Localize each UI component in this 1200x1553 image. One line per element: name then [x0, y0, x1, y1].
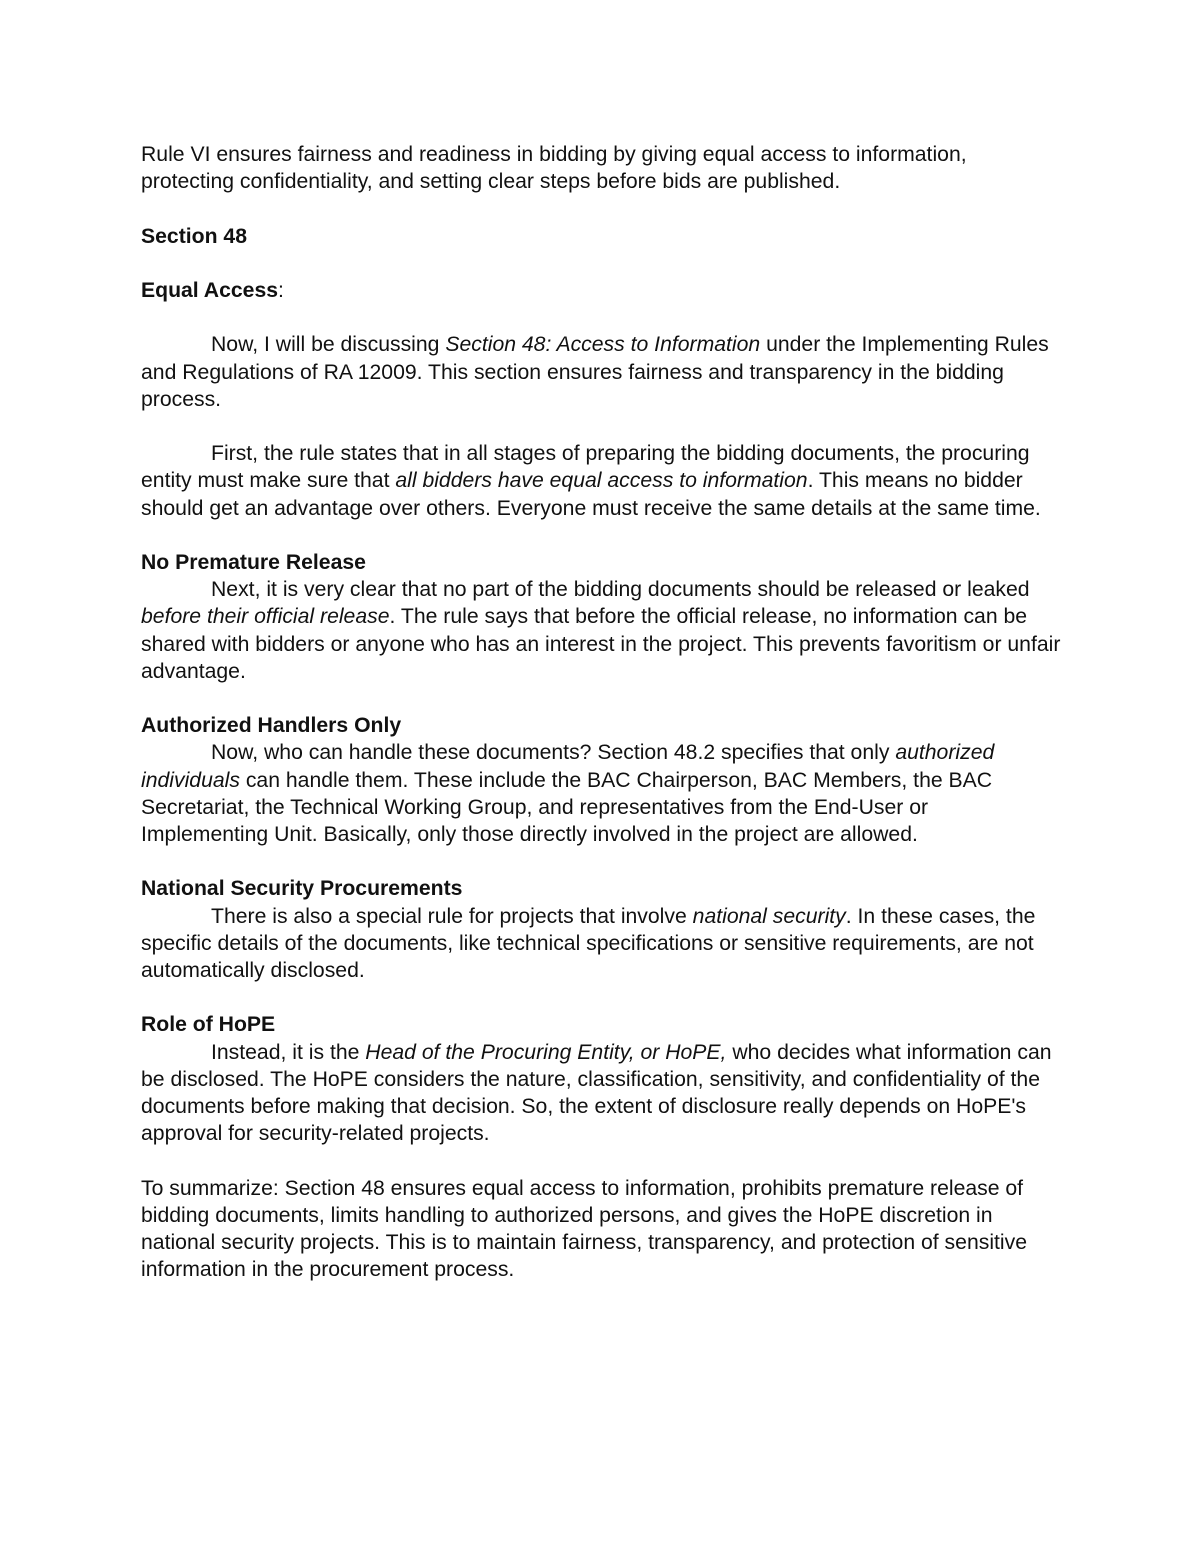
- italic-run: all bidders have equal access to information: [395, 469, 808, 493]
- text-run: Now, I will be discussing: [211, 333, 446, 357]
- italic-run: Head of the Procuring Entity, or HoPE,: [365, 1040, 727, 1064]
- premature-release-heading: No Premature Release: [141, 550, 366, 574]
- role-of-hope-heading: Role of HoPE: [141, 1013, 276, 1037]
- text-run: . This means no bidder should get an advantage over others. Everyone must receive the same details at the same time.: [141, 469, 1041, 520]
- equal-access-colon: :: [278, 278, 284, 302]
- role-of-hope-paragraph: [141, 1039, 1061, 1148]
- text-run: can handle them. These include the BAC Chairperson, BAC Members, the BAC Secretariat, the Technical Working Group, and representatives from the End-User or Implementing Unit. Basically, only those directly involved in the project are allowed.: [141, 768, 993, 846]
- italic-run: Section 48: Access to Information: [445, 333, 761, 357]
- equal-access-heading: Equal Access: [141, 278, 279, 302]
- text-run: Next, it is very clear that no part of the bidding documents should be released or leaked: [211, 578, 1030, 602]
- national-security-paragraph: [141, 903, 1061, 985]
- spacer: [141, 195, 1061, 222]
- italic-run: national security: [692, 904, 846, 928]
- intro-paragraph: Rule VI ensures fairness and readiness in bidding by giving equal access to information, protecting confidentiality, and setting clear steps before bids are published.: [141, 143, 967, 194]
- text-run: Instead, it is the: [211, 1040, 366, 1064]
- text-run: who decides what information can be disclosed. The HoPE considers the nature, classification, sensitivity, and confidentiality of the documents before making that decision. So, the extent of disclosure really depends on HoPE's approval for security-related projects.: [141, 1040, 1052, 1146]
- national-security-heading: National Security Procurements: [141, 877, 463, 901]
- spacer: [141, 685, 1061, 712]
- spacer: [141, 413, 1061, 440]
- spacer: [141, 848, 1061, 875]
- spacer: [141, 522, 1061, 549]
- equal-access-paragraph-2: [141, 440, 1061, 522]
- summary-paragraph: To summarize: Section 48 ensures equal access to information, prohibits premature release of bidding documents, limits handling to authorized persons, and gives the HoPE discretion in national security projects. This is to maintain fairness, transparency, and protection of sensitive information in the procurement process.: [141, 1176, 1027, 1282]
- italic-run: authorized individuals: [141, 741, 995, 792]
- text-run: First, the rule states that in all stages of preparing the bidding documents, the procuring entity must make sure that: [141, 442, 1030, 493]
- text-run: . The rule says that before the official release, no information can be shared with bidders or anyone who has an interest in the project. This prevents favoritism or unfair advantage.: [141, 605, 1061, 683]
- authorized-handlers-paragraph: [141, 739, 1061, 848]
- spacer: [141, 250, 1061, 277]
- spacer: [141, 1147, 1061, 1174]
- authorized-handlers-heading: Authorized Handlers Only: [141, 714, 402, 738]
- spacer: [141, 304, 1061, 331]
- document-page: [141, 141, 1061, 1283]
- premature-release-paragraph: [141, 576, 1061, 685]
- equal-access-heading-line: [141, 277, 1061, 304]
- text-run: Now, who can handle these documents? Section 48.2 specifies that only: [211, 741, 896, 765]
- italic-run: before their official release: [141, 605, 390, 629]
- text-run: under the Implementing Rules and Regulations of RA 12009. This section ensures fairness and transparency in the bidding process.: [141, 333, 1049, 411]
- section-title: Section 48: [141, 224, 247, 248]
- spacer: [141, 984, 1061, 1011]
- equal-access-paragraph-1: [141, 331, 1061, 413]
- text-run: . In these cases, the specific details of the documents, like technical specifications or sensitive requirements, are not automatically disclosed.: [141, 904, 1036, 982]
- text-run: There is also a special rule for projects that involve: [211, 904, 693, 928]
